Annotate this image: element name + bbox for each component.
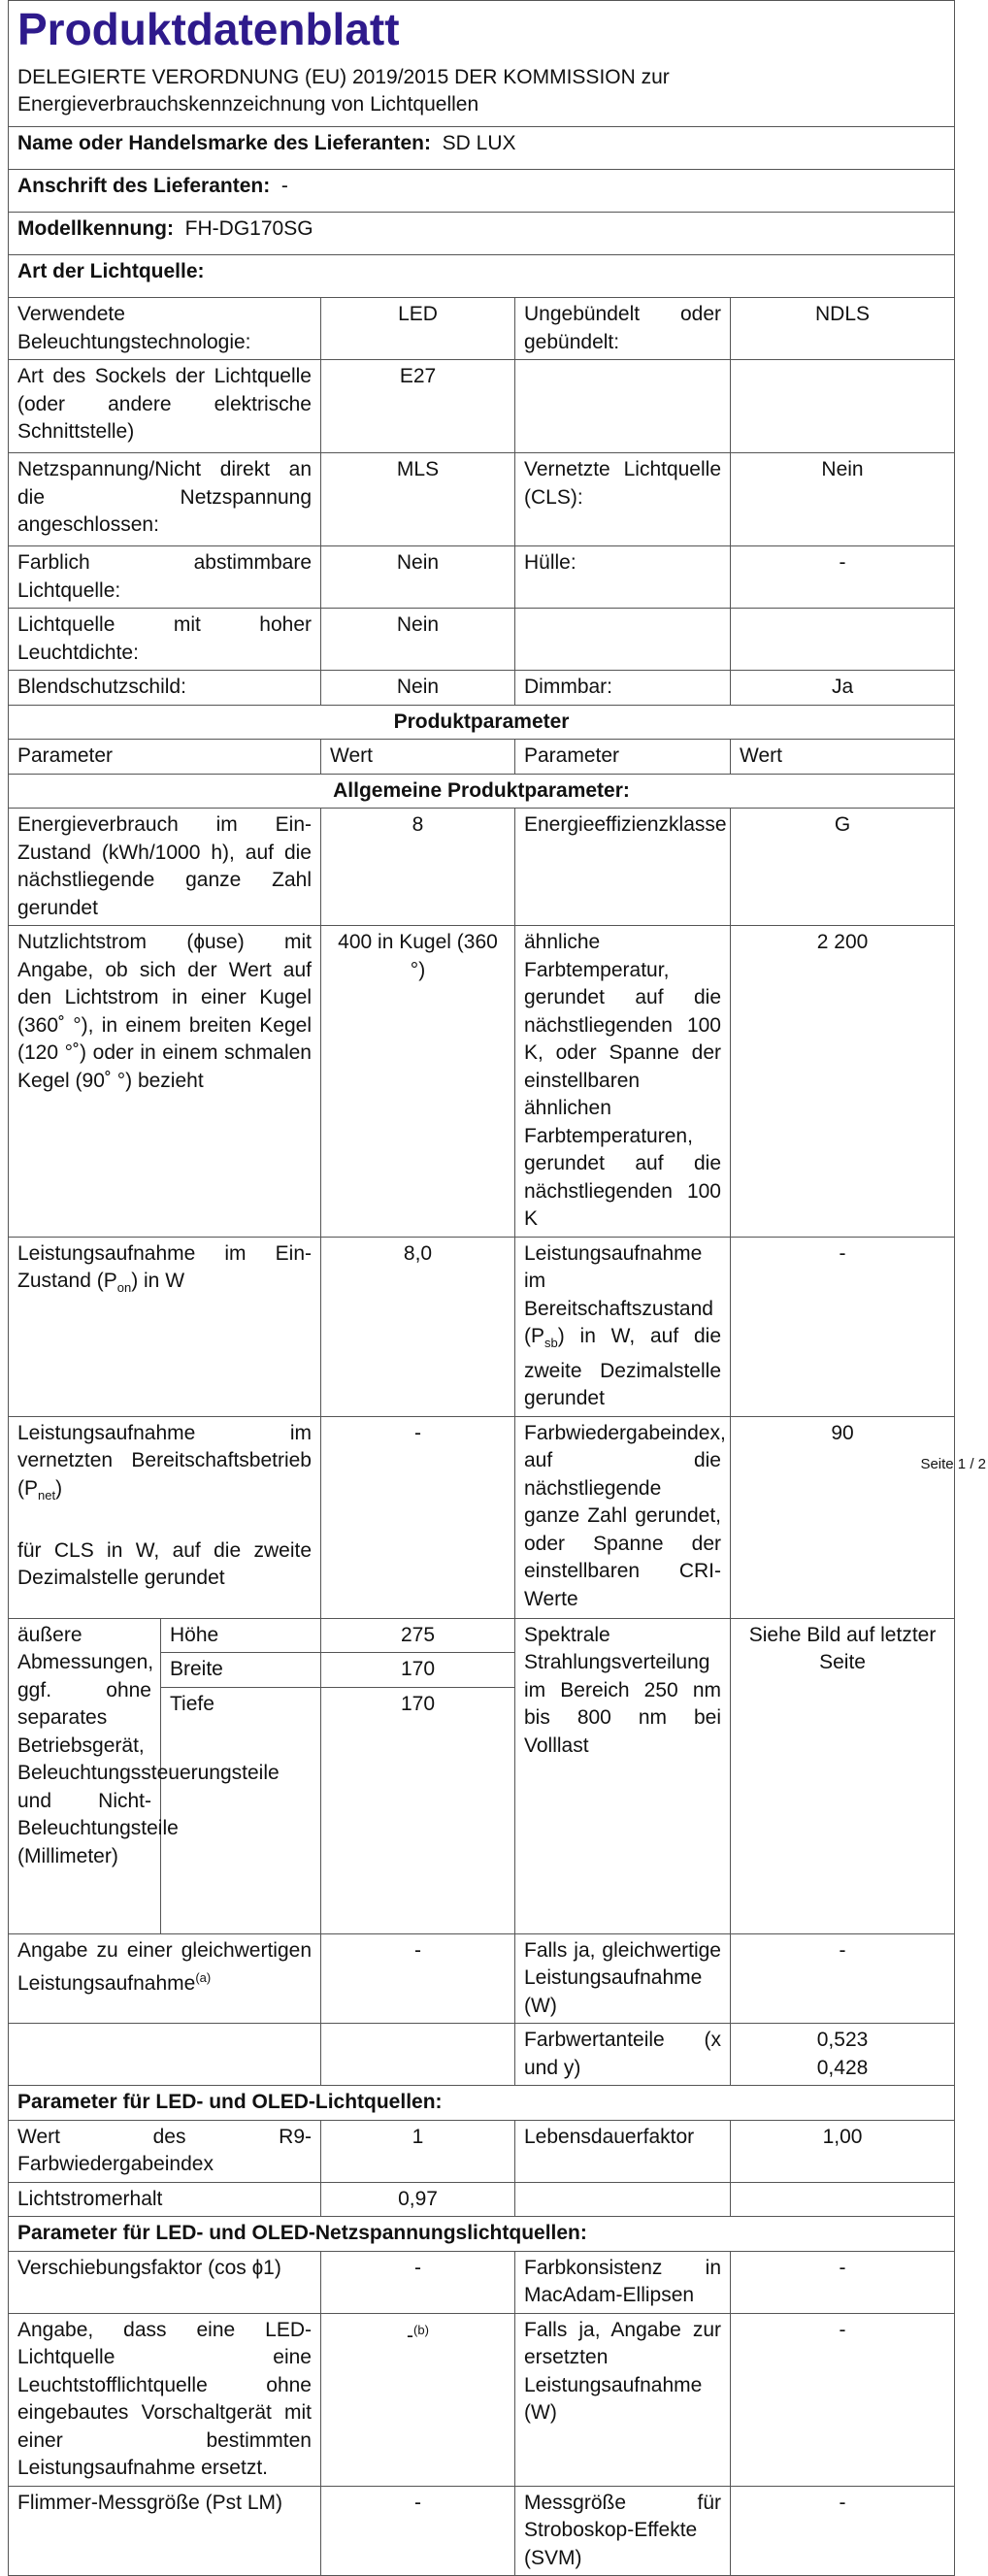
- type-row: [9, 360, 955, 453]
- general-heading-row: [9, 774, 955, 809]
- type-value: Ja: [731, 671, 955, 706]
- type-value: MLS: [321, 453, 515, 546]
- dimensions-row: [9, 1618, 955, 1653]
- model-label: Modellkennung:: [17, 217, 174, 240]
- chromaticity-y: 0,428: [816, 2056, 869, 2079]
- power-on-label-text: Leistungsaufnahme im Ein-Zustand (P: [17, 1241, 312, 1292]
- mls-params-heading: Parameter für LED- und OLED-Netzspannungslichtquellen:: [9, 2217, 955, 2252]
- energy-class-value: G: [731, 809, 955, 926]
- footnote-b-marker: (b): [413, 2322, 429, 2337]
- dimensions-label: äußere Abmessungen, ggf. ohne separates Betriebsgerät, Beleuchtungssteuerungsteile und Nicht-Beleuchtungsteile (Millimeter): [9, 1618, 161, 1933]
- luminous-flux-label: Nutzlichtstrom (ɸuse) mit Angabe, ob sich der Wert auf den Lichtstrom in einer Kugel (360˚ °), in einem breiten Kegel (120 °˚) oder in einem schmalen Kegel (90˚ °) bezieht: [9, 926, 321, 1238]
- type-heading-row: [9, 255, 955, 298]
- chromaticity-label: Farbwertanteile (x und y): [515, 2024, 731, 2086]
- standby-power-label-unit: ) in W, auf die zweite Dezimalstelle gerundet: [524, 1325, 721, 1410]
- luminous-flux-value: 400 in Kugel (360 °): [321, 926, 515, 1238]
- type-value: LED: [321, 298, 515, 360]
- power-on-subscript: on: [116, 1280, 132, 1296]
- type-value: Nein: [731, 453, 955, 546]
- column-header-value: Wert: [321, 740, 515, 775]
- networked-standby-label-text: Leistungsaufnahme im vernetzten Bereitschaftsbetrieb (P: [17, 1421, 312, 1500]
- networked-standby-label-note: für CLS in W, auf die zweite Dezimalstelle gerundet: [17, 1538, 312, 1590]
- type-label: Dimmbar:: [515, 671, 731, 706]
- type-heading: Art der Lichtquelle:: [9, 255, 955, 298]
- standby-power-subscript: sb: [544, 1336, 558, 1351]
- color-temperature-label: ähnliche Farbtemperatur, gerundet auf die nächstliegenden 100 K, oder Spanne der einstellbaren ähnlichen Farbtemperaturen, gerundet auf die nächstliegenden 100 K: [515, 926, 731, 1238]
- type-value: Nein: [321, 546, 515, 609]
- width-value: 170: [321, 1653, 515, 1688]
- empty-cell: [731, 2182, 955, 2217]
- color-rendering-value: 90: [731, 1416, 955, 1618]
- standby-power-label-text: Leistungsaufnahme im Bereitschaftszustand (P: [524, 1241, 713, 1347]
- power-on-row: [9, 1237, 955, 1416]
- type-label: Hülle:: [515, 546, 731, 609]
- power-net-row: [9, 1416, 955, 1618]
- networked-standby-label: [9, 1416, 321, 1618]
- r9-row: [9, 2120, 955, 2182]
- type-value: -: [731, 546, 955, 609]
- spectral-distribution-label: Spektrale Strahlungsverteilung im Bereich 250 nm bis 800 nm bei Volllast: [515, 1618, 731, 1933]
- type-value: NDLS: [731, 298, 955, 360]
- stroboscopic-value: -: [731, 2486, 955, 2576]
- standby-power-value: -: [731, 1237, 955, 1416]
- replaced-power-label: Falls ja, Angabe zur ersetzten Leistungsaufnahme (W): [515, 2313, 731, 2486]
- r9-value: 1: [321, 2120, 515, 2182]
- spectral-distribution-value: Siehe Bild auf letzter Seite: [731, 1618, 955, 1933]
- type-value: Nein: [321, 671, 515, 706]
- data-table: [8, 0, 955, 2576]
- column-header-row: [9, 740, 955, 775]
- networked-standby-subscript: net: [38, 1487, 56, 1503]
- equivalent-power-value: -: [321, 1933, 515, 2024]
- supplier-name-label: Name oder Handelsmarke des Lieferanten:: [17, 132, 431, 154]
- power-on-label: [9, 1237, 321, 1416]
- type-label: Lichtquelle mit hoher Leuchtdichte:: [9, 609, 321, 671]
- product-data-sheet: [8, 0, 954, 2576]
- standby-power-label: [515, 1237, 731, 1416]
- product-params-heading-row: [9, 705, 955, 740]
- empty-cell: [9, 2024, 321, 2086]
- flux-row: [9, 926, 955, 1238]
- type-label: Netzspannung/Nicht direkt an die Netzspannung angeschlossen:: [9, 453, 321, 546]
- replaced-power-value: -: [731, 2313, 955, 2486]
- flicker-row: [9, 2486, 955, 2576]
- maintenance-row: [9, 2182, 955, 2217]
- networked-standby-value: -: [321, 1416, 515, 1618]
- header-cell: [9, 1, 955, 127]
- shift-factor-label: Verschiebungsfaktor (cos ɸ1): [9, 2251, 321, 2313]
- type-label: Art des Sockels der Lichtquelle (oder andere elektrische Schnittstelle): [9, 360, 321, 453]
- lifetime-factor-label: Lebensdauerfaktor: [515, 2120, 731, 2182]
- color-consistency-label: Farbkonsistenz in MacAdam-Ellipsen: [515, 2251, 731, 2313]
- replacement-row: [9, 2313, 955, 2486]
- stroboscopic-label: Messgröße für Stroboskop-Effekte (SVM): [515, 2486, 731, 2576]
- type-label: Ungebündelt oder gebündelt:: [515, 298, 731, 360]
- depth-value: 170: [321, 1687, 515, 1933]
- type-label: Blendschutzschild:: [9, 671, 321, 706]
- type-row: [9, 298, 955, 360]
- color-temperature-value: 2 200: [731, 926, 955, 1238]
- general-params-heading: Allgemeine Produktparameter:: [9, 774, 955, 809]
- empty-cell: [321, 2024, 515, 2086]
- product-params-heading: Produktparameter: [9, 705, 955, 740]
- type-value: Nein: [321, 609, 515, 671]
- chromaticity-value: [731, 2024, 955, 2086]
- header-row: [9, 1, 955, 127]
- lifetime-factor-value: 1,00: [731, 2120, 955, 2182]
- type-label: [515, 360, 731, 453]
- supplier-address-label: Anschrift des Lieferanten:: [17, 175, 271, 197]
- type-row: [9, 453, 955, 546]
- page-title: Produktdatenblatt: [17, 4, 400, 54]
- shift-factor-value: -: [321, 2251, 515, 2313]
- supplier-name-row: [9, 127, 955, 170]
- equivalent-power-row: [9, 1933, 955, 2024]
- type-label: Vernetzte Lichtquelle (CLS):: [515, 453, 731, 546]
- chromaticity-row: [9, 2024, 955, 2086]
- model-cell: [9, 213, 955, 255]
- energy-row: [9, 809, 955, 926]
- flicker-label: Flimmer-Messgröße (Pst LM): [9, 2486, 321, 2576]
- depth-label: Tiefe: [161, 1687, 321, 1933]
- width-label: Breite: [161, 1653, 321, 1688]
- led-params-heading: Parameter für LED- und OLED-Lichtquellen:: [9, 2086, 955, 2121]
- equivalent-power-watt-label: Falls ja, gleichwertige Leistungsaufnahme (W): [515, 1933, 731, 2024]
- equivalent-power-label-text: Angabe zu einer gleichwertigen Leistungsaufnahme: [17, 1938, 312, 1996]
- power-on-value: 8,0: [321, 1237, 515, 1416]
- supplier-address-row: [9, 170, 955, 213]
- type-value: [731, 609, 955, 671]
- column-header-parameter: Parameter: [9, 740, 321, 775]
- shift-factor-row: [9, 2251, 955, 2313]
- supplier-name-value: SD LUX: [442, 132, 516, 154]
- type-value: [731, 360, 955, 453]
- power-on-label-unit: ) in W: [131, 1270, 185, 1292]
- replacement-claim-dash: -: [407, 2324, 414, 2347]
- page-number: Seite 1 / 2: [920, 1456, 986, 1472]
- color-consistency-value: -: [731, 2251, 955, 2313]
- type-label: [515, 609, 731, 671]
- footnote-a-marker: (a): [195, 1970, 212, 1986]
- r9-label: Wert des R9-Farbwiedergabeindex: [9, 2120, 321, 2182]
- energy-consumption-label: Energieverbrauch im Ein-Zustand (kWh/1000 h), auf die nächstliegende ganze Zahl gerundet: [9, 809, 321, 926]
- color-rendering-label: Farbwiedergabeindex, auf die nächstliegende ganze Zahl gerundet, oder Spanne der einstellbaren CRI-Werte: [515, 1416, 731, 1618]
- replacement-claim-label: Angabe, dass eine LED-Lichtquelle eine Leuchtstofflichtquelle ohne eingebautes Vorschaltgerät mit einer bestimmten Leistungsaufnahme ersetzt.: [9, 2313, 321, 2486]
- empty-cell: [515, 2182, 731, 2217]
- flicker-value: -: [321, 2486, 515, 2576]
- type-row: [9, 671, 955, 706]
- chromaticity-x: 0,523: [816, 2029, 869, 2052]
- column-header-value: Wert: [731, 740, 955, 775]
- energy-class-label: Energieeffizienzklasse: [515, 809, 731, 926]
- page-subtitle: DELEGIERTE VERORDNUNG (EU) 2019/2015 DER KOMMISSION zur Energieverbrauchskennzeichnung von Lichtquellen: [17, 66, 670, 116]
- model-row: [9, 213, 955, 255]
- equivalent-power-label: [9, 1933, 321, 2024]
- height-label: Höhe: [161, 1618, 321, 1653]
- type-label: Farblich abstimmbare Lichtquelle:: [9, 546, 321, 609]
- supplier-address-cell: [9, 170, 955, 213]
- supplier-address-value: -: [280, 175, 288, 197]
- type-row: [9, 546, 955, 609]
- height-value: 275: [321, 1618, 515, 1653]
- equivalent-power-watt-value: -: [731, 1933, 955, 2024]
- networked-standby-label-close: ): [55, 1476, 63, 1500]
- flux-maintenance-value: 0,97: [321, 2182, 515, 2217]
- led-heading-row: [9, 2086, 955, 2121]
- type-label: Verwendete Beleuchtungstechnologie:: [9, 298, 321, 360]
- supplier-name-cell: [9, 127, 955, 170]
- type-row: [9, 609, 955, 671]
- flux-maintenance-label: Lichtstromerhalt: [9, 2182, 321, 2217]
- model-value: FH-DG170SG: [184, 217, 313, 240]
- replacement-claim-value: [321, 2313, 515, 2486]
- column-header-parameter: Parameter: [515, 740, 731, 775]
- type-value: E27: [321, 360, 515, 453]
- mls-heading-row: [9, 2217, 955, 2252]
- energy-consumption-value: 8: [321, 809, 515, 926]
